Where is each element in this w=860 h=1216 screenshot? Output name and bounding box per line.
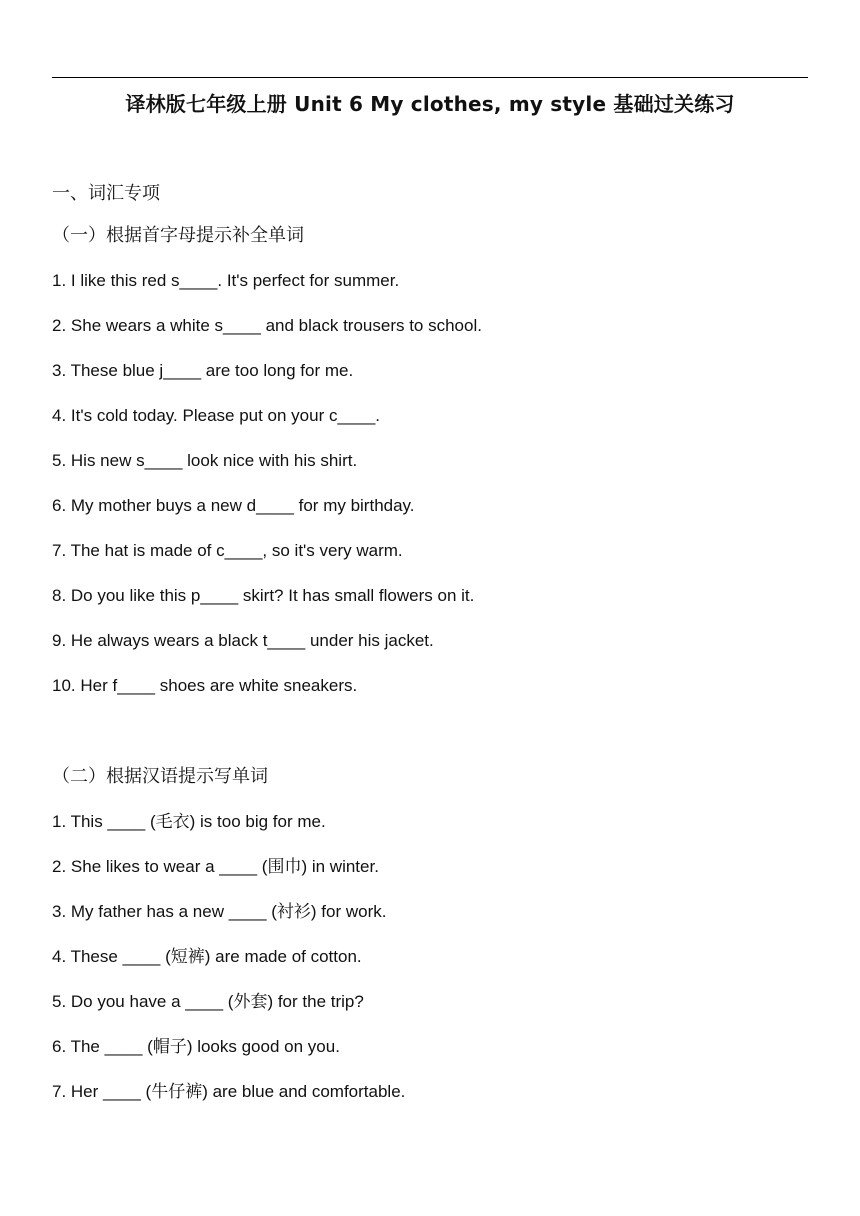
part1-item: 7. The hat is made of c____, so it's very warm.: [52, 541, 403, 560]
part1-item: 1. I like this red s____. It's perfect for summer.: [52, 271, 400, 290]
part1-item: 9. He always wears a black t____ under his jacket.: [52, 631, 434, 650]
part2-item: 1. This ____ (毛衣) is too big for me.: [52, 812, 326, 831]
part2-item: 7. Her ____ (牛仔裤) are blue and comfortable.: [52, 1082, 406, 1101]
part1-heading: （一）根据首字母提示补全单词: [52, 225, 304, 246]
part2-item: 4. These ____ (短裤) are made of cotton.: [52, 947, 362, 966]
part2-item: 3. My father has a new ____ (衬衫) for work.: [52, 902, 387, 921]
worksheet-title: 译林版七年级上册 Unit 6 My clothes, my style 基础过关练习: [125, 92, 735, 116]
part2-item: 2. She likes to wear a ____ (围巾) in winter.: [52, 857, 379, 876]
part1-item: 5. His new s____ look nice with his shirt.: [52, 451, 358, 470]
part2-group: [52, 766, 812, 1126]
part1-group: [52, 225, 812, 720]
part2-item: 5. Do you have a ____ (外套) for the trip?: [52, 992, 364, 1011]
part1-item: 6. My mother buys a new d____ for my birthday.: [52, 496, 415, 515]
header-rule: [52, 77, 808, 78]
section-title: 一、词汇专项: [52, 183, 160, 204]
part1-item: 2. She wears a white s____ and black trousers to school.: [52, 316, 482, 335]
part2-heading: （二）根据汉语提示写单词: [52, 766, 268, 787]
part1-item: 4. It's cold today. Please put on your c____.: [52, 406, 381, 425]
part1-item: 10. Her f____ shoes are white sneakers.: [52, 676, 358, 695]
part1-item: 8. Do you like this p____ skirt? It has small flowers on it.: [52, 586, 475, 605]
part1-item: 3. These blue j____ are too long for me.: [52, 361, 354, 380]
part2-item: 6. The ____ (帽子) looks good on you.: [52, 1037, 340, 1056]
